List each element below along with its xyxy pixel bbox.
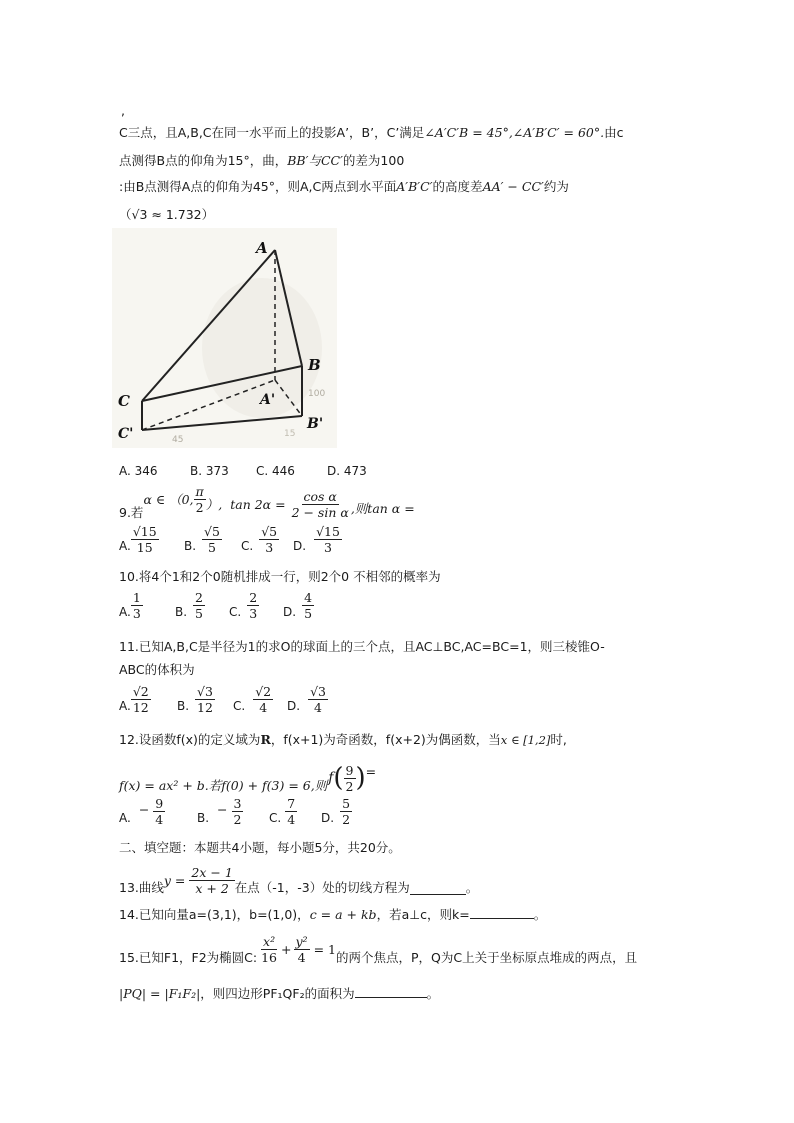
q15-condition: |PQ| = |F₁F₂|: [119, 986, 201, 1001]
q9-prefix: 9.若: [119, 505, 144, 520]
q11-d-num: √3: [310, 684, 326, 699]
q12-b-num: 3: [233, 796, 242, 811]
q9-d-den: 3: [324, 540, 332, 555]
q12-option-d-value: [340, 796, 352, 827]
q9-two: 2: [195, 499, 204, 515]
q12-option-a: [119, 796, 165, 827]
q12-option-d-label: D.: [321, 811, 335, 825]
q11-b-den: 12: [197, 700, 213, 715]
q12-nine-halves: [344, 763, 356, 794]
q11-option-b-label: B.: [177, 699, 190, 713]
q10-option-d-label: D.: [283, 605, 297, 619]
q9-c-den: 3: [265, 540, 274, 555]
q14-answer-blank[interactable]: [470, 906, 534, 919]
label-c-prime: C': [118, 426, 134, 442]
q12-option-c: [269, 796, 297, 827]
q8-line2-text: 点测得B点的仰角为15°，曲，: [119, 153, 288, 168]
q10-a-den: 3: [132, 606, 141, 621]
q10-option-b-label: B.: [175, 605, 188, 619]
q10-option-b: [175, 590, 205, 621]
q11-c-num: √2: [255, 684, 272, 699]
q11-option-b: [177, 684, 215, 715]
q12-interval: x ∈ [1,2]: [500, 733, 551, 747]
section-2-heading: 二、填空题：本题共4小题，每小题5分，共20分。: [119, 840, 401, 855]
q15-line1: [119, 928, 637, 970]
q10-b-num: 2: [195, 590, 203, 605]
q11-option-d-label: D.: [287, 699, 301, 713]
q9-d-num: √15: [316, 524, 340, 539]
q14-pre: 14.已知向量a=(3,1)，b=(1,0)，: [119, 907, 310, 922]
q10-b-den: 5: [195, 606, 203, 621]
q11-a-den: 12: [132, 700, 149, 715]
faint-note-45: 45: [172, 435, 184, 445]
q9-pi: π: [195, 483, 204, 499]
q8-sqrt-note: （√3 ≈ 1.732）: [119, 207, 215, 222]
q12-real-set: R: [260, 732, 271, 747]
q15-plus: +: [281, 941, 292, 957]
q9-option-c: [241, 524, 279, 555]
q11-b-num: √3: [197, 684, 213, 699]
q12-line1-end: 时,: [550, 732, 567, 747]
q15-x-frac: [259, 934, 279, 965]
q15-post: 的两个焦点，P，Q为C上关于坐标原点堆成的两点，且: [335, 950, 638, 965]
q10-option-c-value: [247, 590, 259, 621]
q15-16: 16: [261, 949, 278, 965]
q12-options: [119, 796, 439, 832]
q11-line2: ABC的体积为: [119, 662, 195, 677]
q15-equals-one: = 1: [313, 941, 336, 957]
q11-option-c: [233, 684, 273, 715]
q12-line1-mid: ，f(x+1)为奇函数，f(x+2)为偶函数，当: [270, 732, 501, 747]
q15-pre: 15.已知F1，F2为椭圆C:: [119, 950, 258, 965]
q8-line2-end: 的差为100: [342, 153, 405, 168]
q9-option-a: [119, 524, 159, 555]
q12-option-c-value: [285, 796, 297, 827]
q8-line1-text: C三点，且A,B,C在同一水平而上的投影A’，B’，C’满足: [119, 125, 425, 140]
q8-geometry-figure: [112, 228, 337, 448]
q9-denominator: 2 − sin α: [291, 504, 349, 520]
q8-line1: [119, 124, 623, 142]
q14-stem: [119, 906, 546, 924]
q10-options: [119, 590, 439, 626]
q9-numerator: cos α: [303, 488, 337, 504]
q15-x2: x²: [263, 933, 276, 949]
q12-option-d: [321, 796, 352, 827]
q12-option-a-label: A.: [119, 811, 131, 825]
q9-option-b-label: B.: [184, 539, 197, 553]
q12-line1-text: 12.设函数f(x)的定义域为: [119, 732, 261, 747]
q10-stem: 10.将4个1和2个0随机排成一行，则2个0 不相邻的概率为: [119, 569, 441, 584]
q10-option-b-value: [193, 590, 205, 621]
q12-c-num: 7: [287, 796, 296, 811]
q12-option-c-label: C.: [269, 811, 282, 825]
q14-math: c = a + kb: [309, 907, 377, 922]
q12-line1: [119, 731, 567, 749]
q9-a-den: 15: [136, 540, 153, 555]
q12-option-b-label: B.: [197, 811, 210, 825]
q13-fraction: [189, 865, 234, 896]
q14-post: ，若a⊥c，则k=: [376, 907, 470, 922]
q10-option-a: [119, 590, 143, 621]
q10-option-d: [283, 590, 314, 621]
q10-a-num: 1: [132, 590, 141, 605]
q10-c-num: 2: [249, 590, 258, 605]
q15-y-frac: [294, 934, 310, 965]
q9-b-den: 5: [208, 540, 216, 555]
faint-note-100: 100: [308, 389, 326, 399]
q11-line1: 11.已知A,B,C是半径为1的求O的球面上的三个点，且AC⊥BC,AC=BC=1，则三棱锥O-: [119, 639, 605, 654]
label-a-prime: A': [260, 392, 276, 408]
q13-answer-blank[interactable]: [410, 882, 466, 895]
q10-d-num: 4: [304, 590, 313, 605]
q8-option-c: C. 446: [256, 464, 295, 478]
q12-b-den: 2: [233, 812, 242, 827]
q11-option-a-value: [131, 684, 151, 715]
q9-b-num: √5: [204, 524, 220, 539]
q11-d-den: 4: [314, 700, 322, 715]
q9-option-c-value: [259, 524, 279, 555]
q8-line3: [119, 178, 569, 196]
q13-stem: [119, 860, 478, 900]
q9-then: ,则tan α =: [350, 501, 415, 516]
q9-option-d-label: D.: [293, 539, 307, 553]
label-b: B: [308, 356, 321, 374]
q12-f: f: [328, 770, 334, 786]
q8-line1-end: 由c: [604, 125, 624, 140]
q13-post: 在点（-1，-3）处的切线方程为: [234, 880, 410, 895]
q9-stem: [119, 484, 415, 524]
q9-option-c-label: C.: [241, 539, 254, 553]
q12-a-den: 4: [155, 812, 164, 827]
q12-option-a-sign: −: [138, 802, 150, 817]
q12-option-b-sign: −: [217, 802, 228, 817]
q9-option-d: [293, 524, 342, 555]
label-a: A: [256, 239, 268, 257]
q13-y: y =: [163, 872, 186, 888]
q15-y2: y²: [295, 933, 308, 949]
q13-prefix: 13.曲线: [119, 880, 164, 895]
q11-options: [119, 684, 439, 720]
label-b-prime: B': [307, 416, 324, 432]
q8-line3-text: :由B点测得A点的仰角为45°，则A,C两点到水平面: [119, 179, 397, 194]
q12-left-paren: (: [333, 763, 344, 793]
q13-end: 。: [465, 880, 479, 895]
q10-option-a-value: [131, 590, 143, 621]
q8-line3-end: 约为: [543, 179, 569, 194]
q12-equals: =: [365, 763, 377, 779]
q12-c-den: 4: [287, 812, 296, 827]
q12-d-num: 5: [342, 796, 351, 811]
q9-options: [119, 524, 439, 560]
q8-line3-diff: AA′ − CC′: [482, 179, 544, 194]
q10-d-den: 5: [304, 606, 313, 621]
q12-line2: [119, 758, 376, 798]
q9-tan2a: tan 2α =: [230, 496, 286, 512]
q15-answer-blank[interactable]: [355, 985, 427, 998]
q8-line2: [119, 152, 404, 170]
q8-line3-plane: A′B′C′: [396, 179, 433, 194]
q11-option-c-value: [253, 684, 273, 715]
q11-a-num: √2: [132, 684, 149, 699]
q8-option-b: B. 373: [190, 464, 229, 478]
q10-option-d-value: [302, 590, 314, 621]
faint-note-15: 15: [284, 429, 296, 439]
q9-pi-over-2: [194, 484, 206, 515]
q9-option-b: [184, 524, 222, 555]
q8-line1-math: ∠A′C′B = 45°,∠A′B′C′ = 60°.: [424, 125, 605, 140]
q12-a-num: 9: [155, 796, 164, 811]
label-c: C: [118, 392, 130, 410]
q9-fraction: [290, 489, 351, 520]
q10-c-den: 3: [249, 606, 258, 621]
q8-option-d: D. 473: [327, 464, 367, 478]
q11-option-d: [287, 684, 328, 715]
q10-option-c: [229, 590, 259, 621]
stray-mark: ,: [121, 103, 125, 118]
q9-close: ）,: [205, 497, 223, 512]
q12-d-den: 2: [342, 812, 351, 827]
q15-line2: [119, 985, 439, 1003]
q12-line2-text: f(x) = ax² + b.若f(0) + f(3) = 6,则: [119, 778, 328, 793]
q12-f-num: 9: [345, 762, 354, 778]
q9-option-a-value: [131, 524, 159, 555]
q14-end: 。: [533, 907, 547, 922]
q11-option-a-label: A.: [119, 699, 131, 713]
q9-a-num: √15: [132, 524, 157, 539]
q15-line2-text: ，则四边形PF₁QF₂的面积为: [200, 986, 355, 1001]
q11-option-d-value: [308, 684, 328, 715]
q11-option-b-value: [195, 684, 215, 715]
q12-right-paren: ): [355, 763, 366, 793]
q12-f-den: 2: [345, 778, 354, 794]
q11-c-den: 4: [259, 700, 268, 715]
q11-option-a: [119, 684, 151, 715]
q10-option-a-label: A.: [119, 605, 131, 619]
q12-option-a-value: [153, 796, 165, 827]
q9-condition: α ∈ （0,: [143, 492, 194, 507]
q11-option-c-label: C.: [233, 699, 246, 713]
q9-option-a-label: A.: [119, 539, 131, 553]
q12-option-b-value: [232, 796, 244, 827]
q12-option-b: [197, 796, 243, 827]
q8-line2-math: BB′与CC′: [287, 153, 343, 168]
q13-den: x + 2: [195, 880, 229, 896]
q15-4: 4: [297, 949, 306, 965]
q8-line3-mid: 的高度差: [432, 179, 483, 194]
q8-option-a: A. 346: [119, 464, 158, 478]
q9-option-d-value: [314, 524, 342, 555]
q10-option-c-label: C.: [229, 605, 242, 619]
q15-end: 。: [426, 986, 440, 1001]
q13-num: 2x − 1: [191, 864, 233, 880]
q9-option-b-value: [202, 524, 222, 555]
q9-c-num: √5: [261, 524, 278, 539]
